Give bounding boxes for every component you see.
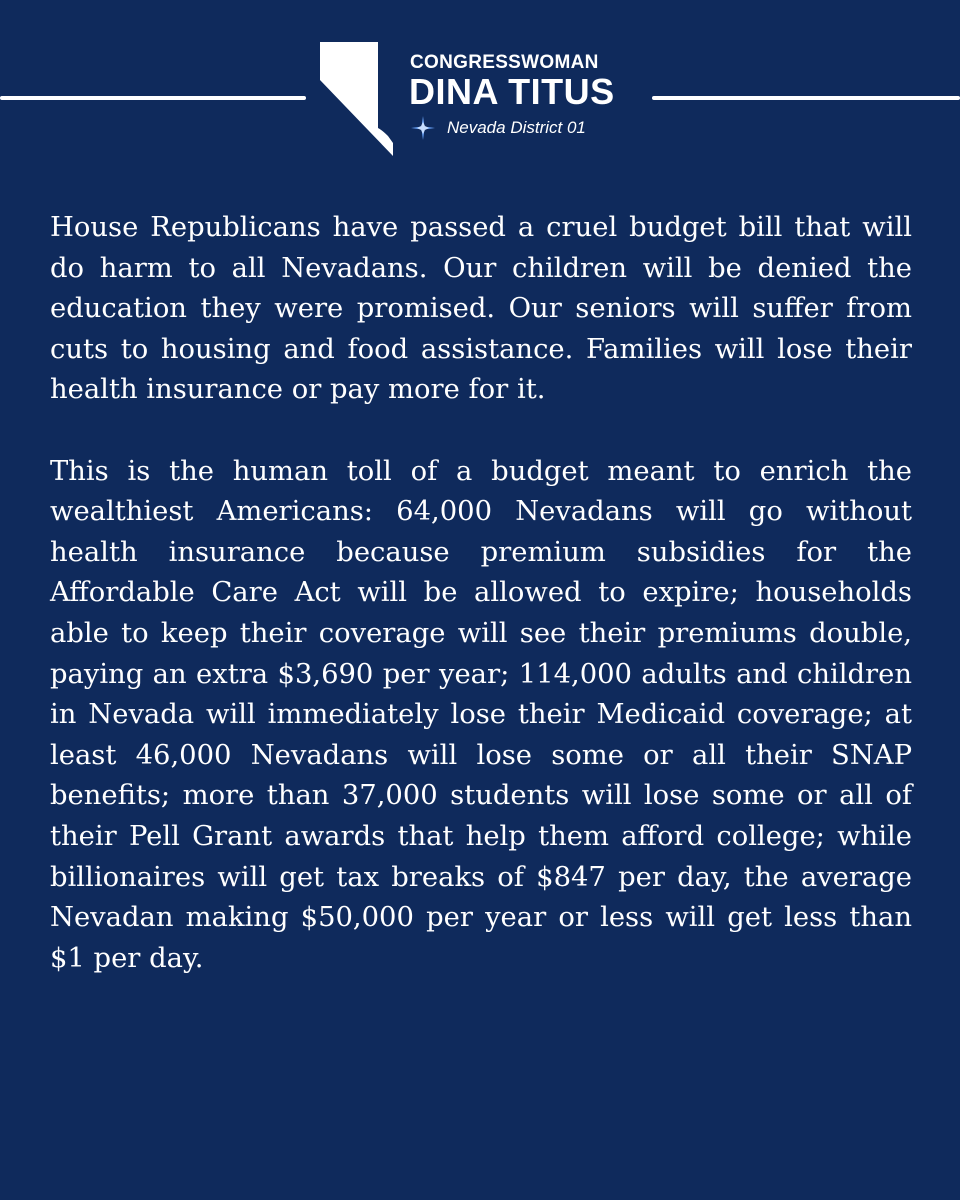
logo-title-line1: CONGRESSWOMAN [410, 52, 599, 73]
logo-title-line2: DINA TITUS [409, 71, 615, 112]
congresswoman-logo [318, 40, 648, 160]
district-label [411, 116, 586, 140]
statement-body [50, 208, 912, 979]
nevada-state-icon [318, 40, 398, 160]
header-divider-right [652, 96, 960, 100]
header-divider-left [0, 96, 306, 100]
sparkle-star-icon [411, 116, 435, 140]
statement-paragraph-2: This is the human toll of a budget meant to enrich the wealthiest Americans: 64,000 Nevadans will go without health insurance because premium subsidies for the Affordable Care Act will be allowed to expire; households able to keep their coverage will see their premiums double, paying an extra $3,690 per year; 114,000 adults and children in Nevada will immediately lose their Medicaid coverage; at least 46,000 Nevadans will lose some or all their SNAP benefits; more than 37,000 students will lose some or all of their Pell Grant awards that help them afford college; while billionaires will get tax breaks of $847 per day, the average Nevadan making $50,000 per year or less will get less than $1 per day. [50, 455, 912, 974]
statement-paragraph-1: House Republicans have passed a cruel budget bill that will do harm to all Nevadans. Our children will be denied the education they were promised. Our seniors will suffer from cuts to housing and food assistance. Families will lose their health insurance or pay more for it. [50, 212, 912, 406]
district-text: Nevada District 01 [447, 118, 586, 137]
